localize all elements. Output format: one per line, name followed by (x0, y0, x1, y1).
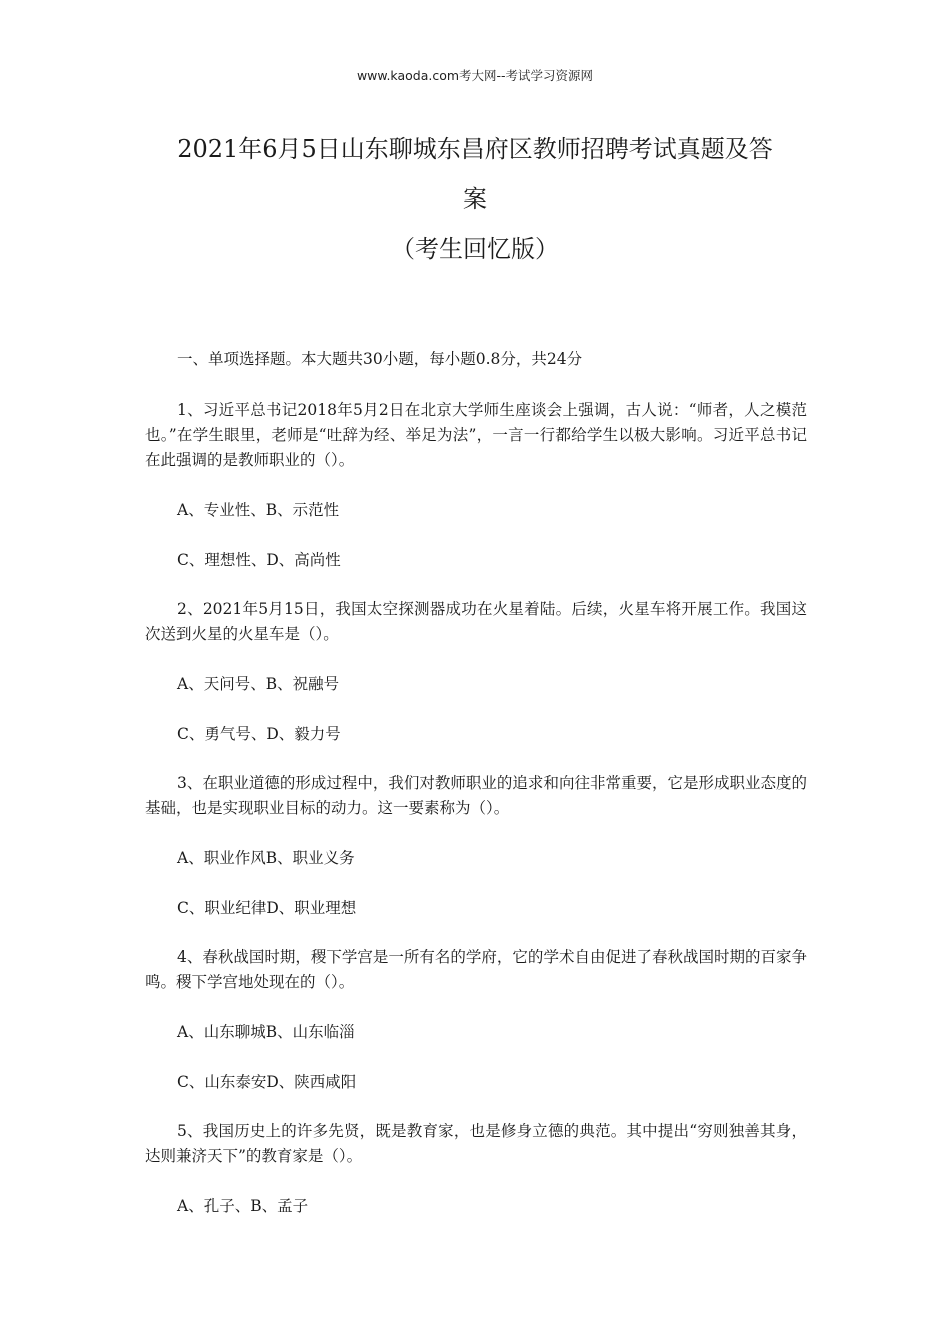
question-2-stem: 2、2021年5月15日，我国太空探测器成功在火星着陆。后续，火星车将开展工作。我国这次送到火星的火星车是（）。 (145, 600, 807, 643)
document-title-line-1: 2021年6月5日山东聊城东昌府区教师招聘考试真题及答 (177, 135, 773, 163)
question-2-options-ab: A、天问号、B、祝融号 (177, 675, 340, 693)
section-heading: 一、单项选择题。本大题共30小题，每小题0.8分，共24分 (177, 350, 583, 368)
question-4-stem: 4、春秋战国时期，稷下学宫是一所有名的学府，它的学术自由促进了春秋战国时期的百家争鸣。稷下学宫地处现在的（）。 (145, 948, 807, 991)
question-4-options-ab: A、山东聊城B、山东临淄 (177, 1023, 355, 1041)
question-1-options-cd: C、理想性、D、高尚性 (177, 551, 341, 569)
question-1-stem: 1、习近平总书记2018年5月2日在北京大学师生座谈会上强调，古人说：“师者，人之模范也。”在学生眼里，老师是“吐辞为经、举足为法”，一言一行都给学生以极大影响。习近平总书记在此强调的是教师职业的（）。 (145, 401, 807, 469)
document-subtitle: （考生回忆版） (391, 235, 559, 263)
question-2-options-cd: C、勇气号、D、毅力号 (177, 725, 341, 743)
question-4-options-cd: C、山东泰安D、陕西咸阳 (177, 1073, 357, 1091)
question-3-stem: 3、在职业道德的形成过程中，我们对教师职业的追求和向往非常重要，它是形成职业态度的基础，也是实现职业目标的动力。这一要素称为（）。 (145, 774, 807, 817)
question-3-options-cd: C、职业纪律D、职业理想 (177, 899, 357, 917)
question-1-options-ab: A、专业性、B、示范性 (177, 501, 340, 519)
question-5-stem: 5、我国历史上的许多先贤，既是教育家，也是修身立德的典范。其中提出“穷则独善其身，达则兼济天下”的教育家是（）。 (145, 1122, 807, 1165)
page-header: www.kaoda.com考大网--考试学习资源网 (356, 68, 594, 83)
document-title-line-2: 案 (463, 185, 487, 213)
question-3-options-ab: A、职业作风B、职业义务 (177, 849, 355, 867)
question-5-options-ab: A、孔子、B、孟子 (177, 1197, 309, 1215)
